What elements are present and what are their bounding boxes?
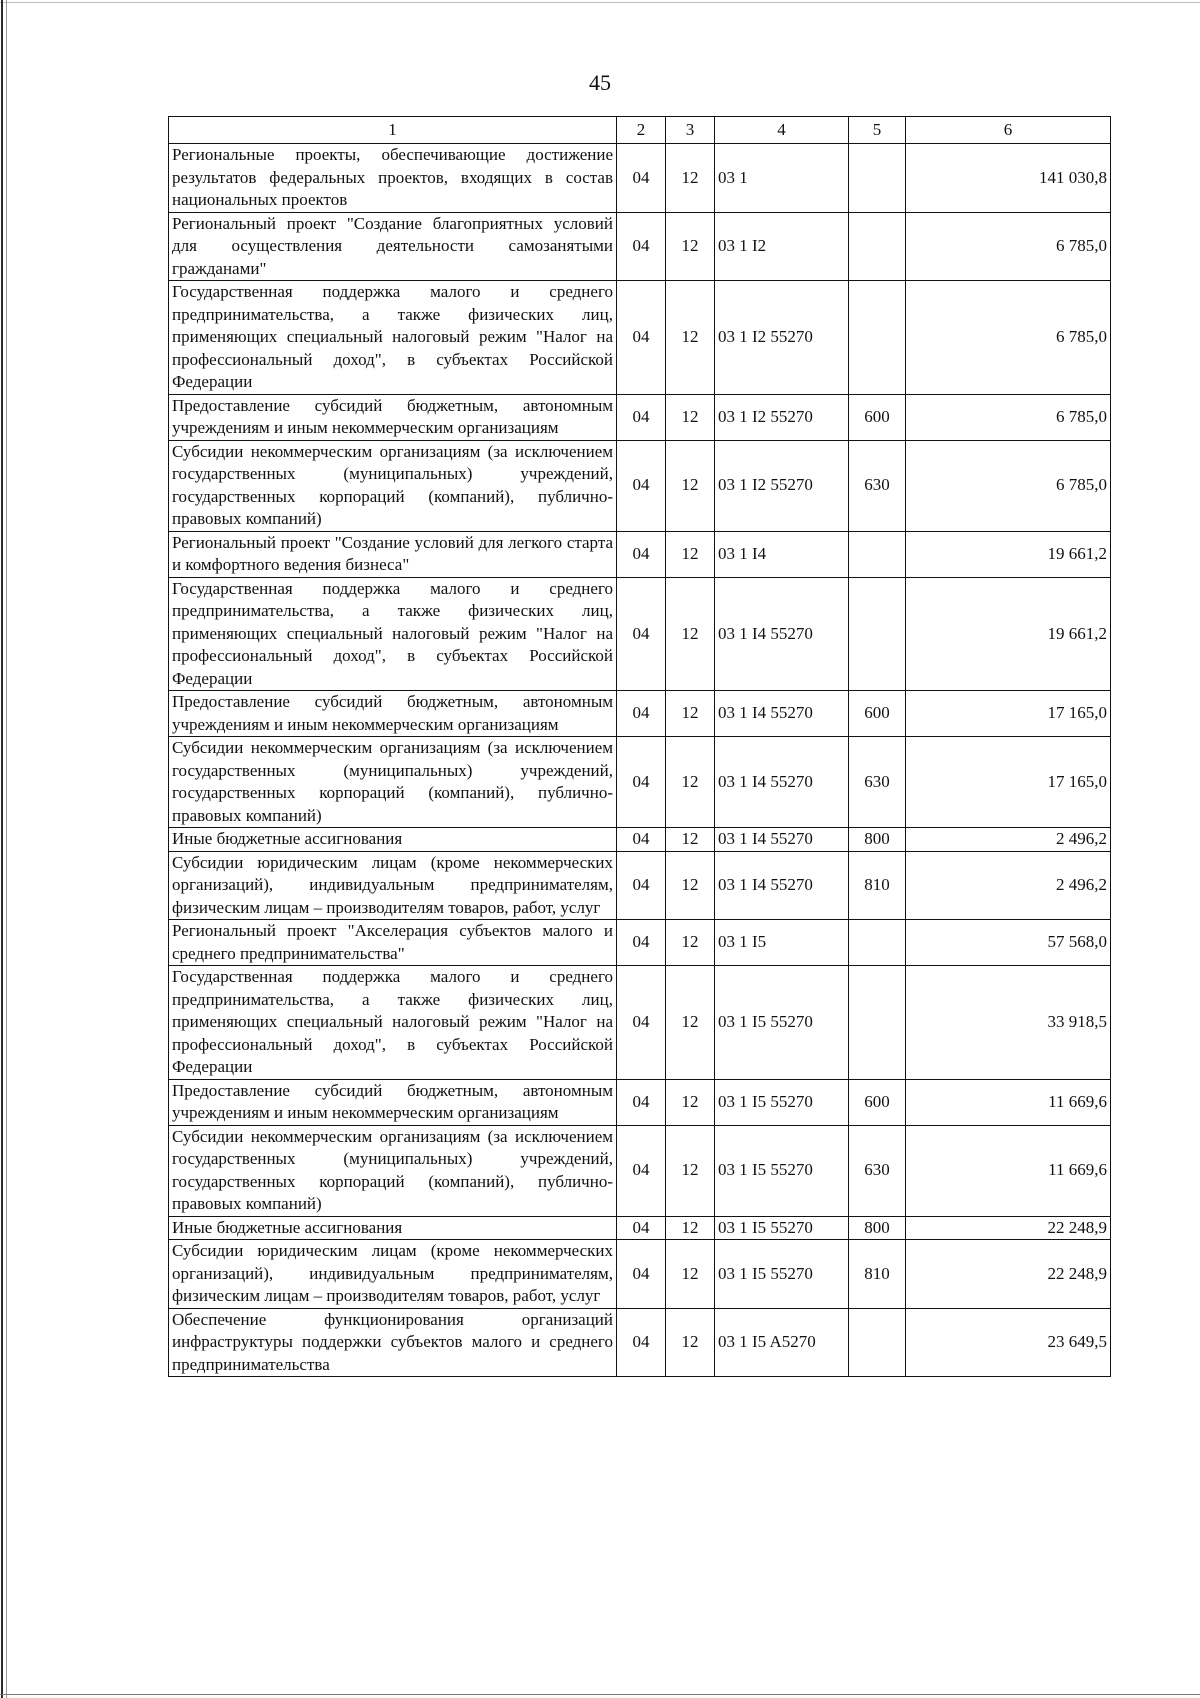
table-body bbox=[169, 144, 1111, 1377]
cell-subsection: 12 bbox=[666, 1079, 715, 1125]
cell-name: Субсидии юридическим лицам (кроме некоммерческих организаций), индивидуальным предпринимателям, физическим лицам – производителям товаров, работ, услуг bbox=[169, 1240, 617, 1309]
cell-section: 04 bbox=[617, 1240, 666, 1309]
cell-subsection: 12 bbox=[666, 144, 715, 213]
cell-amount: 6 785,0 bbox=[906, 394, 1111, 440]
cell-amount: 2 496,2 bbox=[906, 828, 1111, 852]
table-row bbox=[169, 737, 1111, 828]
cell-name: Государственная поддержка малого и среднего предпринимательства, а также физических лиц, применяющих специальный налоговый режим "Налог на профессиональный доход", в субъектах Российской Федерации bbox=[169, 966, 617, 1080]
cell-name: Региональный проект "Создание благоприятных условий для осуществления деятельности самозанятыми гражданами" bbox=[169, 212, 617, 281]
cell-target-code: 03 1 I4 55270 bbox=[715, 737, 849, 828]
cell-amount: 33 918,5 bbox=[906, 966, 1111, 1080]
table-row bbox=[169, 394, 1111, 440]
table-row bbox=[169, 281, 1111, 395]
cell-expense-type: 600 bbox=[849, 691, 906, 737]
cell-expense-type bbox=[849, 577, 906, 691]
cell-section: 04 bbox=[617, 737, 666, 828]
cell-target-code: 03 1 I5 55270 bbox=[715, 1079, 849, 1125]
table-row bbox=[169, 851, 1111, 920]
table-row bbox=[169, 1240, 1111, 1309]
table-row bbox=[169, 144, 1111, 213]
cell-name: Субсидии некоммерческим организациям (за исключением государственных (муниципальных) учреждений, государственных корпораций (компаний), публично-правовых компаний) bbox=[169, 1125, 617, 1216]
cell-amount: 23 649,5 bbox=[906, 1308, 1111, 1377]
table-row bbox=[169, 1079, 1111, 1125]
cell-section: 04 bbox=[617, 828, 666, 852]
cell-amount: 19 661,2 bbox=[906, 531, 1111, 577]
cell-target-code: 03 1 I5 55270 bbox=[715, 1125, 849, 1216]
cell-section: 04 bbox=[617, 1125, 666, 1216]
cell-target-code: 03 1 I5 55270 bbox=[715, 1216, 849, 1240]
cell-section: 04 bbox=[617, 966, 666, 1080]
cell-expense-type: 810 bbox=[849, 851, 906, 920]
cell-target-code: 03 1 I2 55270 bbox=[715, 281, 849, 395]
cell-section: 04 bbox=[617, 577, 666, 691]
table-row bbox=[169, 1125, 1111, 1216]
cell-target-code: 03 1 I4 55270 bbox=[715, 577, 849, 691]
cell-amount: 141 030,8 bbox=[906, 144, 1111, 213]
cell-section: 04 bbox=[617, 144, 666, 213]
cell-amount: 17 165,0 bbox=[906, 737, 1111, 828]
header-col-3: 3 bbox=[666, 117, 715, 144]
table-row bbox=[169, 691, 1111, 737]
cell-subsection: 12 bbox=[666, 691, 715, 737]
table-row bbox=[169, 1308, 1111, 1377]
cell-name: Региональный проект "Создание условий для легкого старта и комфортного ведения бизнеса" bbox=[169, 531, 617, 577]
header-row bbox=[169, 117, 1111, 144]
cell-expense-type bbox=[849, 920, 906, 966]
cell-name: Субсидии юридическим лицам (кроме некоммерческих организаций), индивидуальным предпринимателям, физическим лицам – производителям товаров, работ, услуг bbox=[169, 851, 617, 920]
cell-expense-type bbox=[849, 144, 906, 213]
cell-amount: 6 785,0 bbox=[906, 212, 1111, 281]
cell-name: Государственная поддержка малого и среднего предпринимательства, а также физических лиц, применяющих специальный налоговый режим "Налог на профессиональный доход", в субъектах Российской Федерации bbox=[169, 281, 617, 395]
table-row bbox=[169, 531, 1111, 577]
cell-target-code: 03 1 I5 A5270 bbox=[715, 1308, 849, 1377]
cell-subsection: 12 bbox=[666, 851, 715, 920]
cell-section: 04 bbox=[617, 281, 666, 395]
cell-amount: 2 496,2 bbox=[906, 851, 1111, 920]
cell-expense-type bbox=[849, 966, 906, 1080]
cell-section: 04 bbox=[617, 1079, 666, 1125]
cell-target-code: 03 1 I4 55270 bbox=[715, 828, 849, 852]
cell-section: 04 bbox=[617, 691, 666, 737]
cell-section: 04 bbox=[617, 1216, 666, 1240]
cell-expense-type: 630 bbox=[849, 1125, 906, 1216]
cell-section: 04 bbox=[617, 920, 666, 966]
cell-name: Государственная поддержка малого и среднего предпринимательства, а также физических лиц, применяющих специальный налоговый режим "Налог на профессиональный доход", в субъектах Российской Федерации bbox=[169, 577, 617, 691]
cell-expense-type: 630 bbox=[849, 737, 906, 828]
header-col-4: 4 bbox=[715, 117, 849, 144]
cell-name: Обеспечение функционирования организаций инфраструктуры поддержки субъектов малого и среднего предпринимательства bbox=[169, 1308, 617, 1377]
cell-subsection: 12 bbox=[666, 577, 715, 691]
cell-expense-type bbox=[849, 212, 906, 281]
cell-name: Предоставление субсидий бюджетным, автономным учреждениям и иным некоммерческим организациям bbox=[169, 394, 617, 440]
page-number: 45 bbox=[589, 70, 611, 95]
cell-subsection: 12 bbox=[666, 737, 715, 828]
cell-name: Предоставление субсидий бюджетным, автономным учреждениям и иным некоммерческим организациям bbox=[169, 1079, 617, 1125]
cell-expense-type: 600 bbox=[849, 1079, 906, 1125]
cell-amount: 6 785,0 bbox=[906, 440, 1111, 531]
cell-amount: 19 661,2 bbox=[906, 577, 1111, 691]
cell-section: 04 bbox=[617, 531, 666, 577]
cell-target-code: 03 1 I2 55270 bbox=[715, 440, 849, 531]
cell-amount: 57 568,0 bbox=[906, 920, 1111, 966]
table-row bbox=[169, 920, 1111, 966]
cell-target-code: 03 1 I4 bbox=[715, 531, 849, 577]
budget-table bbox=[168, 116, 1111, 1377]
cell-expense-type bbox=[849, 1308, 906, 1377]
header-col-6: 6 bbox=[906, 117, 1111, 144]
cell-subsection: 12 bbox=[666, 1125, 715, 1216]
cell-subsection: 12 bbox=[666, 394, 715, 440]
cell-expense-type: 630 bbox=[849, 440, 906, 531]
cell-target-code: 03 1 I5 55270 bbox=[715, 966, 849, 1080]
cell-amount: 22 248,9 bbox=[906, 1216, 1111, 1240]
cell-name: Субсидии некоммерческим организациям (за исключением государственных (муниципальных) учреждений, государственных корпораций (компаний), публично-правовых компаний) bbox=[169, 737, 617, 828]
cell-name: Иные бюджетные ассигнования bbox=[169, 828, 617, 852]
cell-name: Иные бюджетные ассигнования bbox=[169, 1216, 617, 1240]
cell-section: 04 bbox=[617, 394, 666, 440]
cell-subsection: 12 bbox=[666, 920, 715, 966]
cell-target-code: 03 1 I5 bbox=[715, 920, 849, 966]
cell-amount: 6 785,0 bbox=[906, 281, 1111, 395]
scan-edge-bottom bbox=[0, 1694, 1200, 1695]
table-row bbox=[169, 577, 1111, 691]
cell-subsection: 12 bbox=[666, 212, 715, 281]
header-col-5: 5 bbox=[849, 117, 906, 144]
cell-target-code: 03 1 I2 bbox=[715, 212, 849, 281]
cell-expense-type: 600 bbox=[849, 394, 906, 440]
header-col-2: 2 bbox=[617, 117, 666, 144]
cell-amount: 17 165,0 bbox=[906, 691, 1111, 737]
cell-name: Субсидии некоммерческим организациям (за исключением государственных (муниципальных) учреждений, государственных корпораций (компаний), публично-правовых компаний) bbox=[169, 440, 617, 531]
cell-target-code: 03 1 bbox=[715, 144, 849, 213]
cell-expense-type bbox=[849, 281, 906, 395]
cell-name: Региональный проект "Акселерация субъектов малого и среднего предпринимательства" bbox=[169, 920, 617, 966]
cell-name: Региональные проекты, обеспечивающие достижение результатов федеральных проектов, входящих в состав национальных проектов bbox=[169, 144, 617, 213]
cell-section: 04 bbox=[617, 1308, 666, 1377]
table-row bbox=[169, 1216, 1111, 1240]
cell-section: 04 bbox=[617, 440, 666, 531]
cell-expense-type: 800 bbox=[849, 1216, 906, 1240]
cell-subsection: 12 bbox=[666, 966, 715, 1080]
cell-subsection: 12 bbox=[666, 440, 715, 531]
cell-target-code: 03 1 I5 55270 bbox=[715, 1240, 849, 1309]
cell-name: Предоставление субсидий бюджетным, автономным учреждениям и иным некоммерческим организациям bbox=[169, 691, 617, 737]
cell-subsection: 12 bbox=[666, 281, 715, 395]
cell-subsection: 12 bbox=[666, 1216, 715, 1240]
table-row bbox=[169, 440, 1111, 531]
scan-edge-left bbox=[1, 0, 3, 1698]
cell-subsection: 12 bbox=[666, 828, 715, 852]
cell-amount: 11 669,6 bbox=[906, 1125, 1111, 1216]
cell-expense-type: 810 bbox=[849, 1240, 906, 1309]
cell-target-code: 03 1 I4 55270 bbox=[715, 851, 849, 920]
cell-target-code: 03 1 I4 55270 bbox=[715, 691, 849, 737]
cell-subsection: 12 bbox=[666, 531, 715, 577]
cell-target-code: 03 1 I2 55270 bbox=[715, 394, 849, 440]
cell-amount: 22 248,9 bbox=[906, 1240, 1111, 1309]
cell-section: 04 bbox=[617, 212, 666, 281]
scan-edge-top bbox=[0, 2, 1200, 3]
table-row bbox=[169, 966, 1111, 1080]
table-row bbox=[169, 212, 1111, 281]
cell-amount: 11 669,6 bbox=[906, 1079, 1111, 1125]
cell-subsection: 12 bbox=[666, 1308, 715, 1377]
cell-subsection: 12 bbox=[666, 1240, 715, 1309]
scan-edge-left-inner bbox=[6, 0, 7, 1698]
table-row bbox=[169, 828, 1111, 852]
header-col-1: 1 bbox=[169, 117, 617, 144]
cell-expense-type: 800 bbox=[849, 828, 906, 852]
cell-section: 04 bbox=[617, 851, 666, 920]
cell-expense-type bbox=[849, 531, 906, 577]
table-header bbox=[169, 117, 1111, 144]
